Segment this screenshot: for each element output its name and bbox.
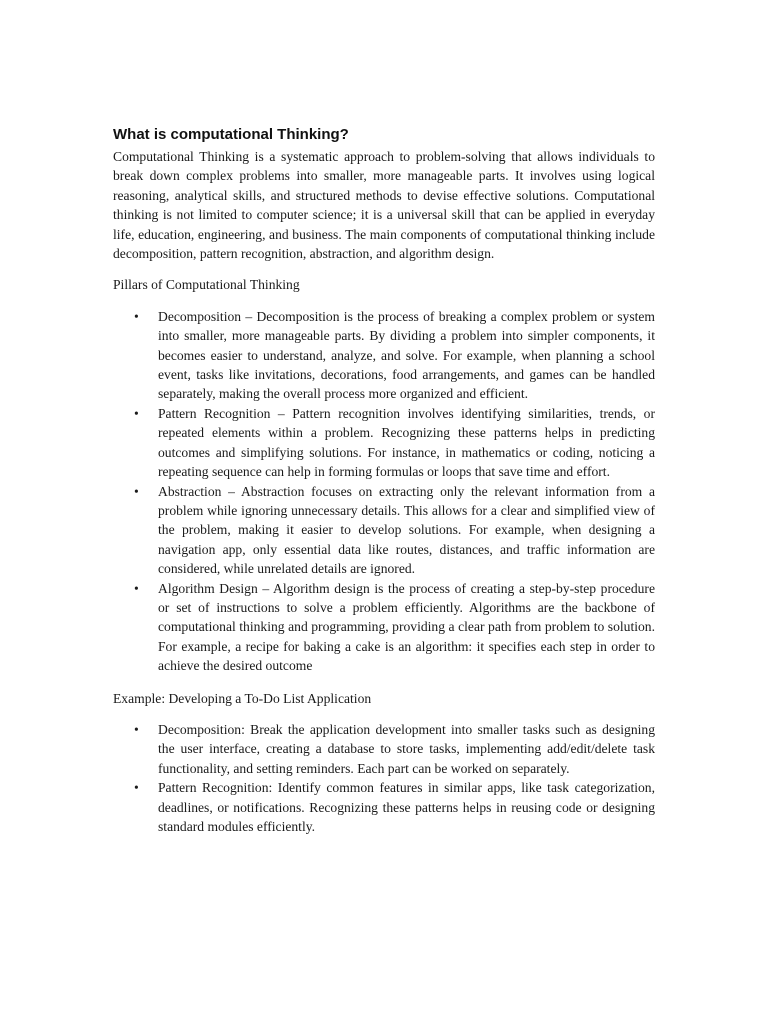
list-item-abstraction <box>113 482 655 579</box>
bullet-icon: • <box>134 405 139 421</box>
example-text: Pattern Recognition: Identify common features in similar apps, like task categorization, deadlines, or notifications. Recognizing these patterns helps in reusing code or designing standard modules efficiently. <box>158 780 655 834</box>
list-item-example-decomposition <box>113 720 655 778</box>
pillar-text: Pattern Recognition – Pattern recognition involves identifying similarities, trends, or repeated elements within a problem. Recognizing these patterns helps in predicting outcomes and simplifying solutions. For instance, in mathematics or coding, noticing a repeating sequence can help in forming formulas or loops that save time and effort. <box>158 405 655 480</box>
bullet-icon: • <box>134 721 139 737</box>
bullet-icon: • <box>134 780 139 796</box>
pillar-text: Algorithm Design – Algorithm design is the process of creating a step-by-step procedure or set of instructions to solve a problem efficiently. Algorithms are the backbone of computational thinking and programming, providing a clear path from problem to solution. For example, a recipe for baking a cake is an algorithm: it specifies each step in order to achieve the desired outcome <box>158 580 655 674</box>
pillar-text: Abstraction – Abstraction focuses on extracting only the relevant information from a problem while ignoring unnecessary details. This allows for a clear and simplified view of the problem, making it easier to develop solutions. For example, when designing a navigation app, only essential data like routes, distances, and traffic information are considered, while unrelated details are ignored. <box>158 483 655 577</box>
pillars-list <box>113 307 655 676</box>
bullet-icon: • <box>134 483 139 499</box>
bullet-icon: • <box>134 580 139 596</box>
list-item-decomposition <box>113 307 655 404</box>
intro-paragraph: Computational Thinking is a systematic approach to problem-solving that allows individuals to break down complex problems into smaller, more manageable parts. It involves using logical reasoning, analytical skills, and structured methods to devise effective solutions. Computational thinking is not limited to computer science; it is a universal skill that can be applied in everyday life, education, engineering, and business. The main components of computational thinking include decomposition, pattern recognition, abstraction, and algorithm design. <box>113 149 655 262</box>
pillar-text: Decomposition – Decomposition is the process of breaking a complex problem or system into smaller, more manageable parts. By dividing a problem into simpler components, it becomes easier to understand, analyze, and solve. For example, when planning a school event, tasks like invitations, decorations, food arrangements, and games can be handled separately, making the overall process more organized and efficient. <box>158 308 655 402</box>
list-item-algorithm-design <box>113 579 655 676</box>
document-body <box>113 124 655 836</box>
example-list <box>113 720 655 836</box>
example-heading: Example: Developing a To-Do List Application <box>113 690 372 706</box>
example-text: Decomposition: Break the application development into smaller tasks such as designing the user interface, creating a database to store tasks, implementing add/edit/delete task functionality, and setting reminders. Each part can be worked on separately. <box>158 721 655 776</box>
pillars-heading: Pillars of Computational Thinking <box>113 277 300 293</box>
document-title: What is computational Thinking? <box>113 126 349 143</box>
list-item-example-pattern-recognition <box>113 778 655 836</box>
bullet-icon: • <box>134 308 139 324</box>
list-item-pattern-recognition <box>113 404 655 482</box>
